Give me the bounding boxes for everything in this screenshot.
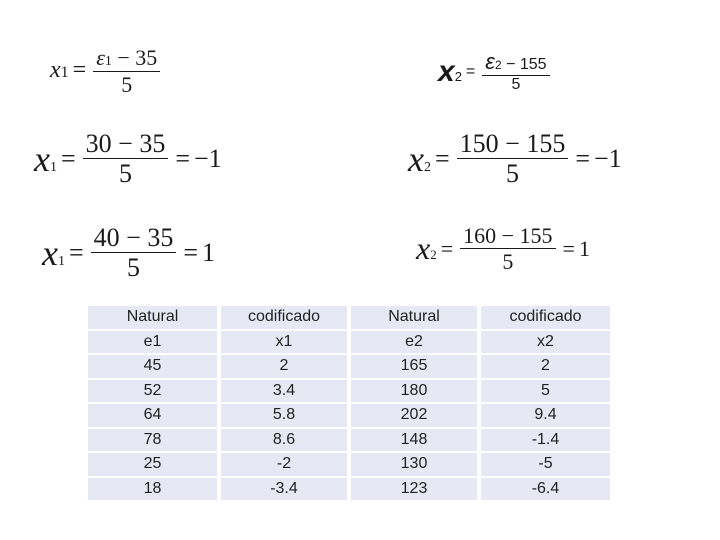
header-codificado-1: codificado: [221, 306, 347, 329]
header-e2: e2: [351, 331, 477, 354]
equals-sign: =: [440, 235, 454, 261]
equals-sign: =: [434, 143, 450, 173]
table-header-row: [88, 331, 610, 354]
table-cell: 5.8: [221, 404, 347, 427]
equals-sign: =: [68, 237, 84, 267]
denominator: 5: [505, 159, 519, 189]
header-e1: e1: [88, 331, 217, 354]
header-x1: x1: [221, 331, 347, 354]
result-value: −1: [594, 143, 622, 173]
equals-sign: =: [72, 57, 87, 84]
equation-x2-low: [408, 130, 622, 188]
numerator-rest: − 155: [501, 56, 547, 73]
coding-table: [88, 304, 610, 502]
table-cell: -5: [481, 453, 610, 476]
numerator: 30 − 35: [83, 130, 169, 159]
table-cell: 5: [481, 380, 610, 403]
epsilon-subscript: 1: [104, 54, 112, 69]
header-x2: x2: [481, 331, 610, 354]
equals-sign: =: [465, 62, 476, 80]
table-row: [88, 380, 610, 403]
denominator: 5: [126, 253, 140, 283]
result-value: 1: [578, 235, 590, 261]
var-letter: x: [438, 54, 455, 88]
table-cell: 45: [88, 355, 217, 378]
header-natural-2: Natural: [351, 306, 477, 329]
numerator: 160 − 155: [460, 224, 555, 249]
fraction: [457, 130, 569, 188]
fraction: [482, 50, 549, 94]
fraction: [93, 46, 160, 96]
table-row: [88, 429, 610, 452]
header-natural-1: Natural: [88, 306, 217, 329]
equation-x2-high: [416, 224, 590, 273]
equals-sign: =: [183, 237, 198, 267]
table-cell: 202: [351, 404, 477, 427]
var-subscript: 2: [454, 68, 462, 84]
equals-sign: =: [562, 235, 575, 261]
var-letter: x: [34, 138, 50, 179]
numerator-rest: − 35: [111, 45, 158, 70]
var-x2: [408, 138, 431, 180]
equals-sign: =: [575, 143, 590, 173]
var-x2: [438, 55, 462, 89]
fraction: [83, 130, 169, 188]
table-cell: 180: [351, 380, 477, 403]
var-subscript: 2: [430, 247, 437, 263]
var-x1: [50, 57, 69, 84]
fraction: [91, 224, 177, 282]
table-cell: 2: [481, 355, 610, 378]
header-codificado-2: codificado: [481, 306, 610, 329]
table-cell: 64: [88, 404, 217, 427]
var-x1: [34, 138, 57, 180]
var-x1: [42, 232, 65, 274]
epsilon-symbol: ε: [485, 49, 495, 74]
equals-sign: =: [60, 143, 76, 173]
var-subscript: 1: [57, 253, 65, 269]
numerator: [482, 50, 549, 76]
var-x2: [416, 230, 437, 267]
epsilon-subscript: 2: [494, 58, 502, 72]
table-row: [88, 478, 610, 501]
equation-x1-definition: [50, 46, 163, 96]
table-cell: 52: [88, 380, 217, 403]
table-cell: 130: [351, 453, 477, 476]
var-subscript: 1: [49, 159, 57, 175]
fraction: [460, 224, 555, 273]
table-row: [88, 355, 610, 378]
table-cell: 3.4: [221, 380, 347, 403]
equals-sign: =: [175, 143, 190, 173]
table-cell: 2: [221, 355, 347, 378]
var-letter: x: [416, 230, 431, 267]
denominator: 5: [502, 249, 514, 275]
table-cell: -6.4: [481, 478, 610, 501]
denominator: 5: [121, 71, 133, 97]
table-cell: 25: [88, 453, 217, 476]
equation-x2-definition: [438, 50, 553, 94]
table-cell: 18: [88, 478, 217, 501]
table-cell: 165: [351, 355, 477, 378]
equation-x1-high: [42, 224, 215, 282]
var-letter: x: [408, 138, 424, 179]
denominator: 5: [511, 75, 521, 93]
table-cell: 9.4: [481, 404, 610, 427]
table-cell: 123: [351, 478, 477, 501]
result-value: −1: [194, 143, 222, 173]
result-value: 1: [202, 237, 215, 267]
var-letter: x: [42, 232, 58, 273]
table-row: [88, 453, 610, 476]
table-cell: 78: [88, 429, 217, 452]
numerator: [93, 46, 160, 72]
table-row: [88, 404, 610, 427]
table-header-row: [88, 306, 610, 329]
table-cell: -1.4: [481, 429, 610, 452]
denominator: 5: [118, 159, 132, 189]
equation-x1-low: [34, 130, 222, 188]
var-subscript: 1: [60, 64, 69, 82]
numerator: 40 − 35: [91, 224, 177, 253]
epsilon-symbol: ε: [96, 45, 105, 70]
table-cell: 8.6: [221, 429, 347, 452]
var-letter: x: [50, 57, 61, 84]
table-cell: 148: [351, 429, 477, 452]
var-subscript: 2: [423, 159, 431, 175]
table-cell: -2: [221, 453, 347, 476]
table-cell: -3.4: [221, 478, 347, 501]
numerator: 150 − 155: [457, 130, 569, 159]
